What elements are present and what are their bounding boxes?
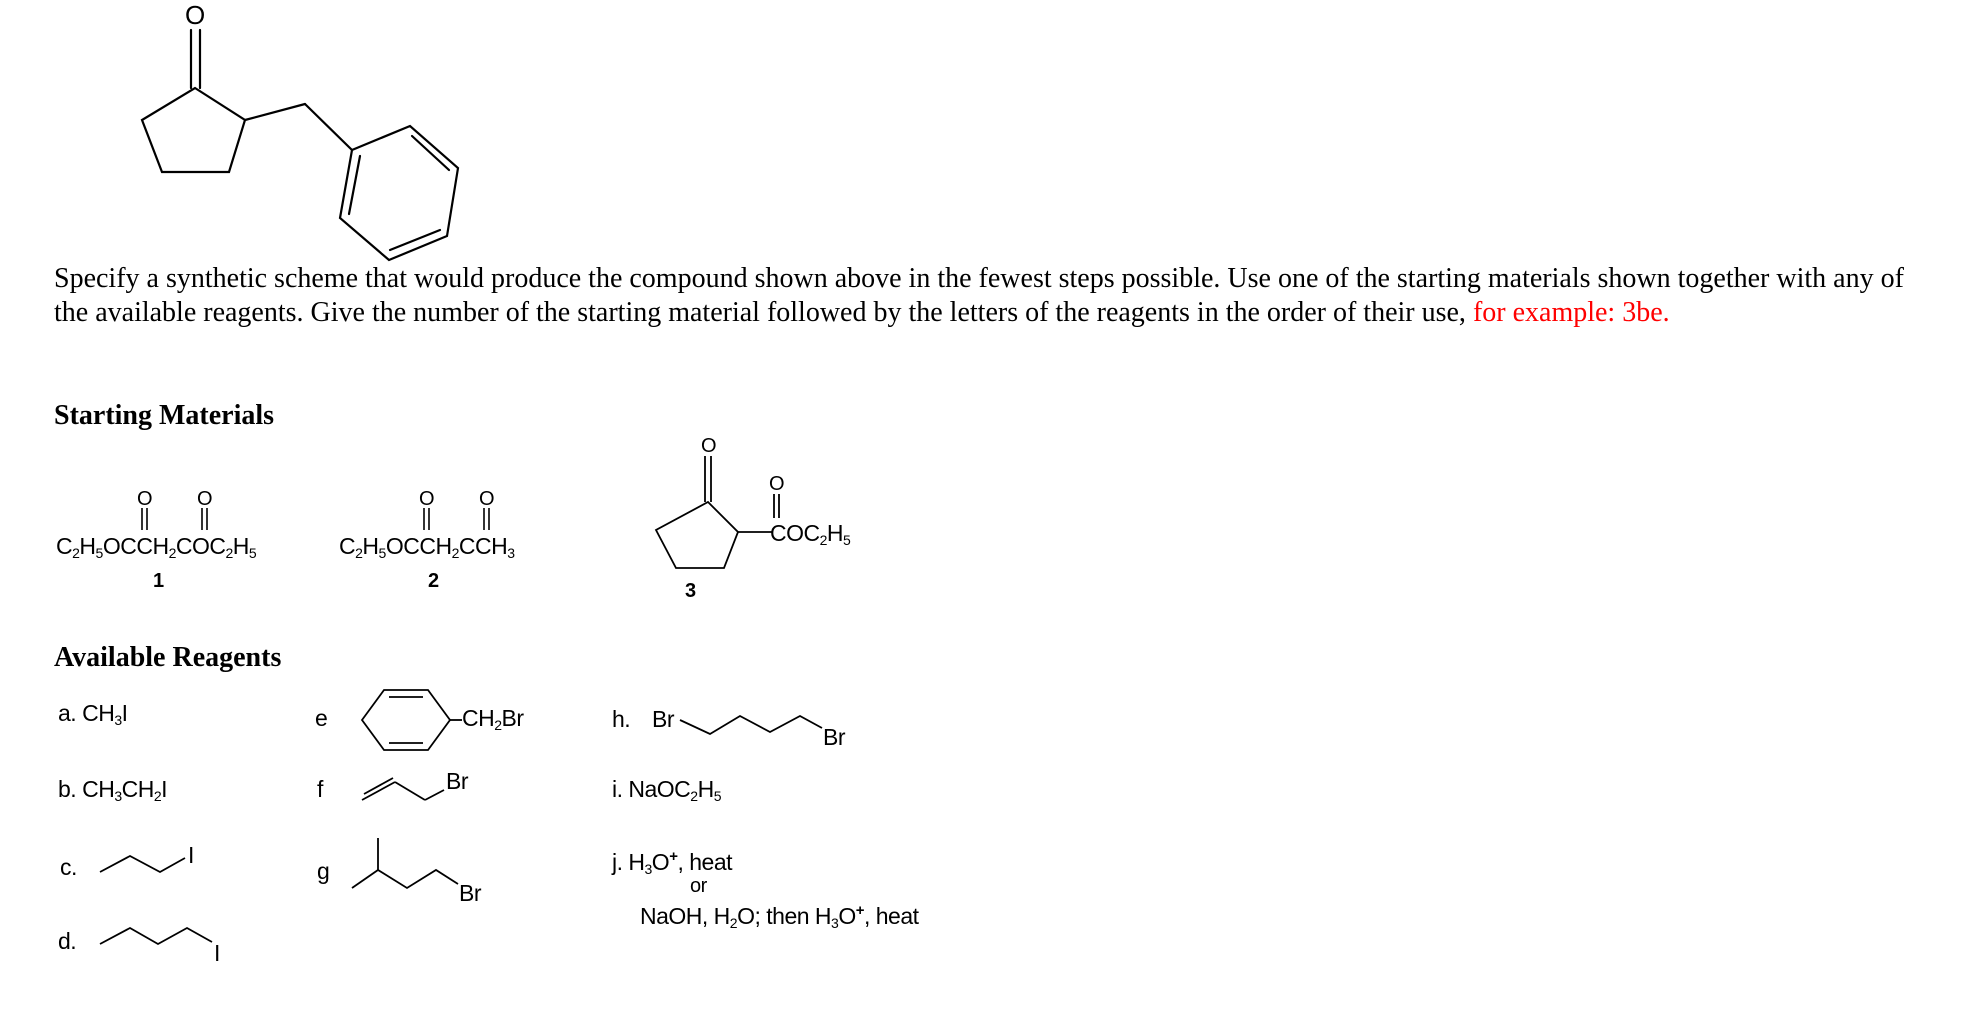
- sm3-number: 3: [685, 580, 697, 602]
- reagent-b: b. $CH_3CH_2I$: [58, 776, 168, 804]
- svg-text:O: O: [137, 488, 153, 510]
- example-value: 3be.: [1622, 297, 1670, 328]
- sm1-formula: $C_2H_5OCCH_2COC_2H_5$: [56, 533, 257, 561]
- svg-text:O: O: [419, 488, 435, 510]
- reagent-f-letter: f: [317, 776, 323, 802]
- reagent-h-letter: h.: [612, 706, 631, 732]
- reagent-e-letter: e: [315, 705, 328, 731]
- reagent-c-letter: c.: [60, 854, 77, 880]
- reagent-j-line2: NaOH, $H_2O$; then $H_3O^+$, heat: [640, 902, 919, 931]
- sm2-number: 2: [428, 570, 440, 592]
- svg-text:O: O: [197, 488, 213, 510]
- question-body: Specify a synthetic scheme that would produce the compound shown above in the fewest steps possible. Use one of the starting materials shown together with any of the available reagents. Give the number of the starting material followed by the letters of the reagents in the order of their use,: [54, 263, 1904, 328]
- svg-text:O: O: [769, 473, 785, 495]
- available-reagents-heading: Available Reagents: [54, 642, 282, 673]
- reagent-j-line1: j. $H_3O^+$, heat: [612, 848, 732, 877]
- example-label: for example:: [1472, 297, 1616, 328]
- reagent-f-bromine: Br: [446, 768, 468, 794]
- sm2-formula: $C_2H_5OCCH_2CCH_3$: [339, 533, 515, 561]
- svg-text:O: O: [479, 488, 495, 510]
- reagent-h-bromine-left: Br: [652, 706, 674, 732]
- reagent-a-letter: a.: [58, 700, 77, 726]
- reagent-i: i. $NaOC_2H_5$: [612, 776, 722, 804]
- reagent-i-letter: i.: [612, 776, 623, 802]
- sm3-formula: $COC_2H_5$: [770, 520, 851, 548]
- reagent-g-bromine: Br: [459, 880, 481, 906]
- reagent-h-bromine-right: Br: [823, 724, 845, 750]
- reagent-a: a. $CH_3I$: [58, 700, 128, 728]
- reagent-j-or: or: [690, 875, 707, 897]
- svg-text:O: O: [185, 0, 206, 30]
- reagent-d-letter: d.: [58, 928, 77, 954]
- sm1-number: 1: [153, 570, 165, 592]
- svg-text:O: O: [701, 435, 717, 457]
- reagent-j-heat-2: heat: [875, 903, 919, 929]
- reagent-d-iodine: I: [214, 940, 220, 966]
- starting-materials-heading: Starting Materials: [54, 400, 275, 431]
- reagent-j-letter: j.: [612, 849, 623, 875]
- reagent-g-letter: g: [317, 858, 330, 884]
- reagent-e-formula: $CH_2Br$: [462, 705, 524, 733]
- reagent-c-iodine: I: [188, 842, 194, 868]
- reagent-b-letter: b.: [58, 776, 77, 802]
- reagent-j-heat-1: heat: [689, 849, 732, 875]
